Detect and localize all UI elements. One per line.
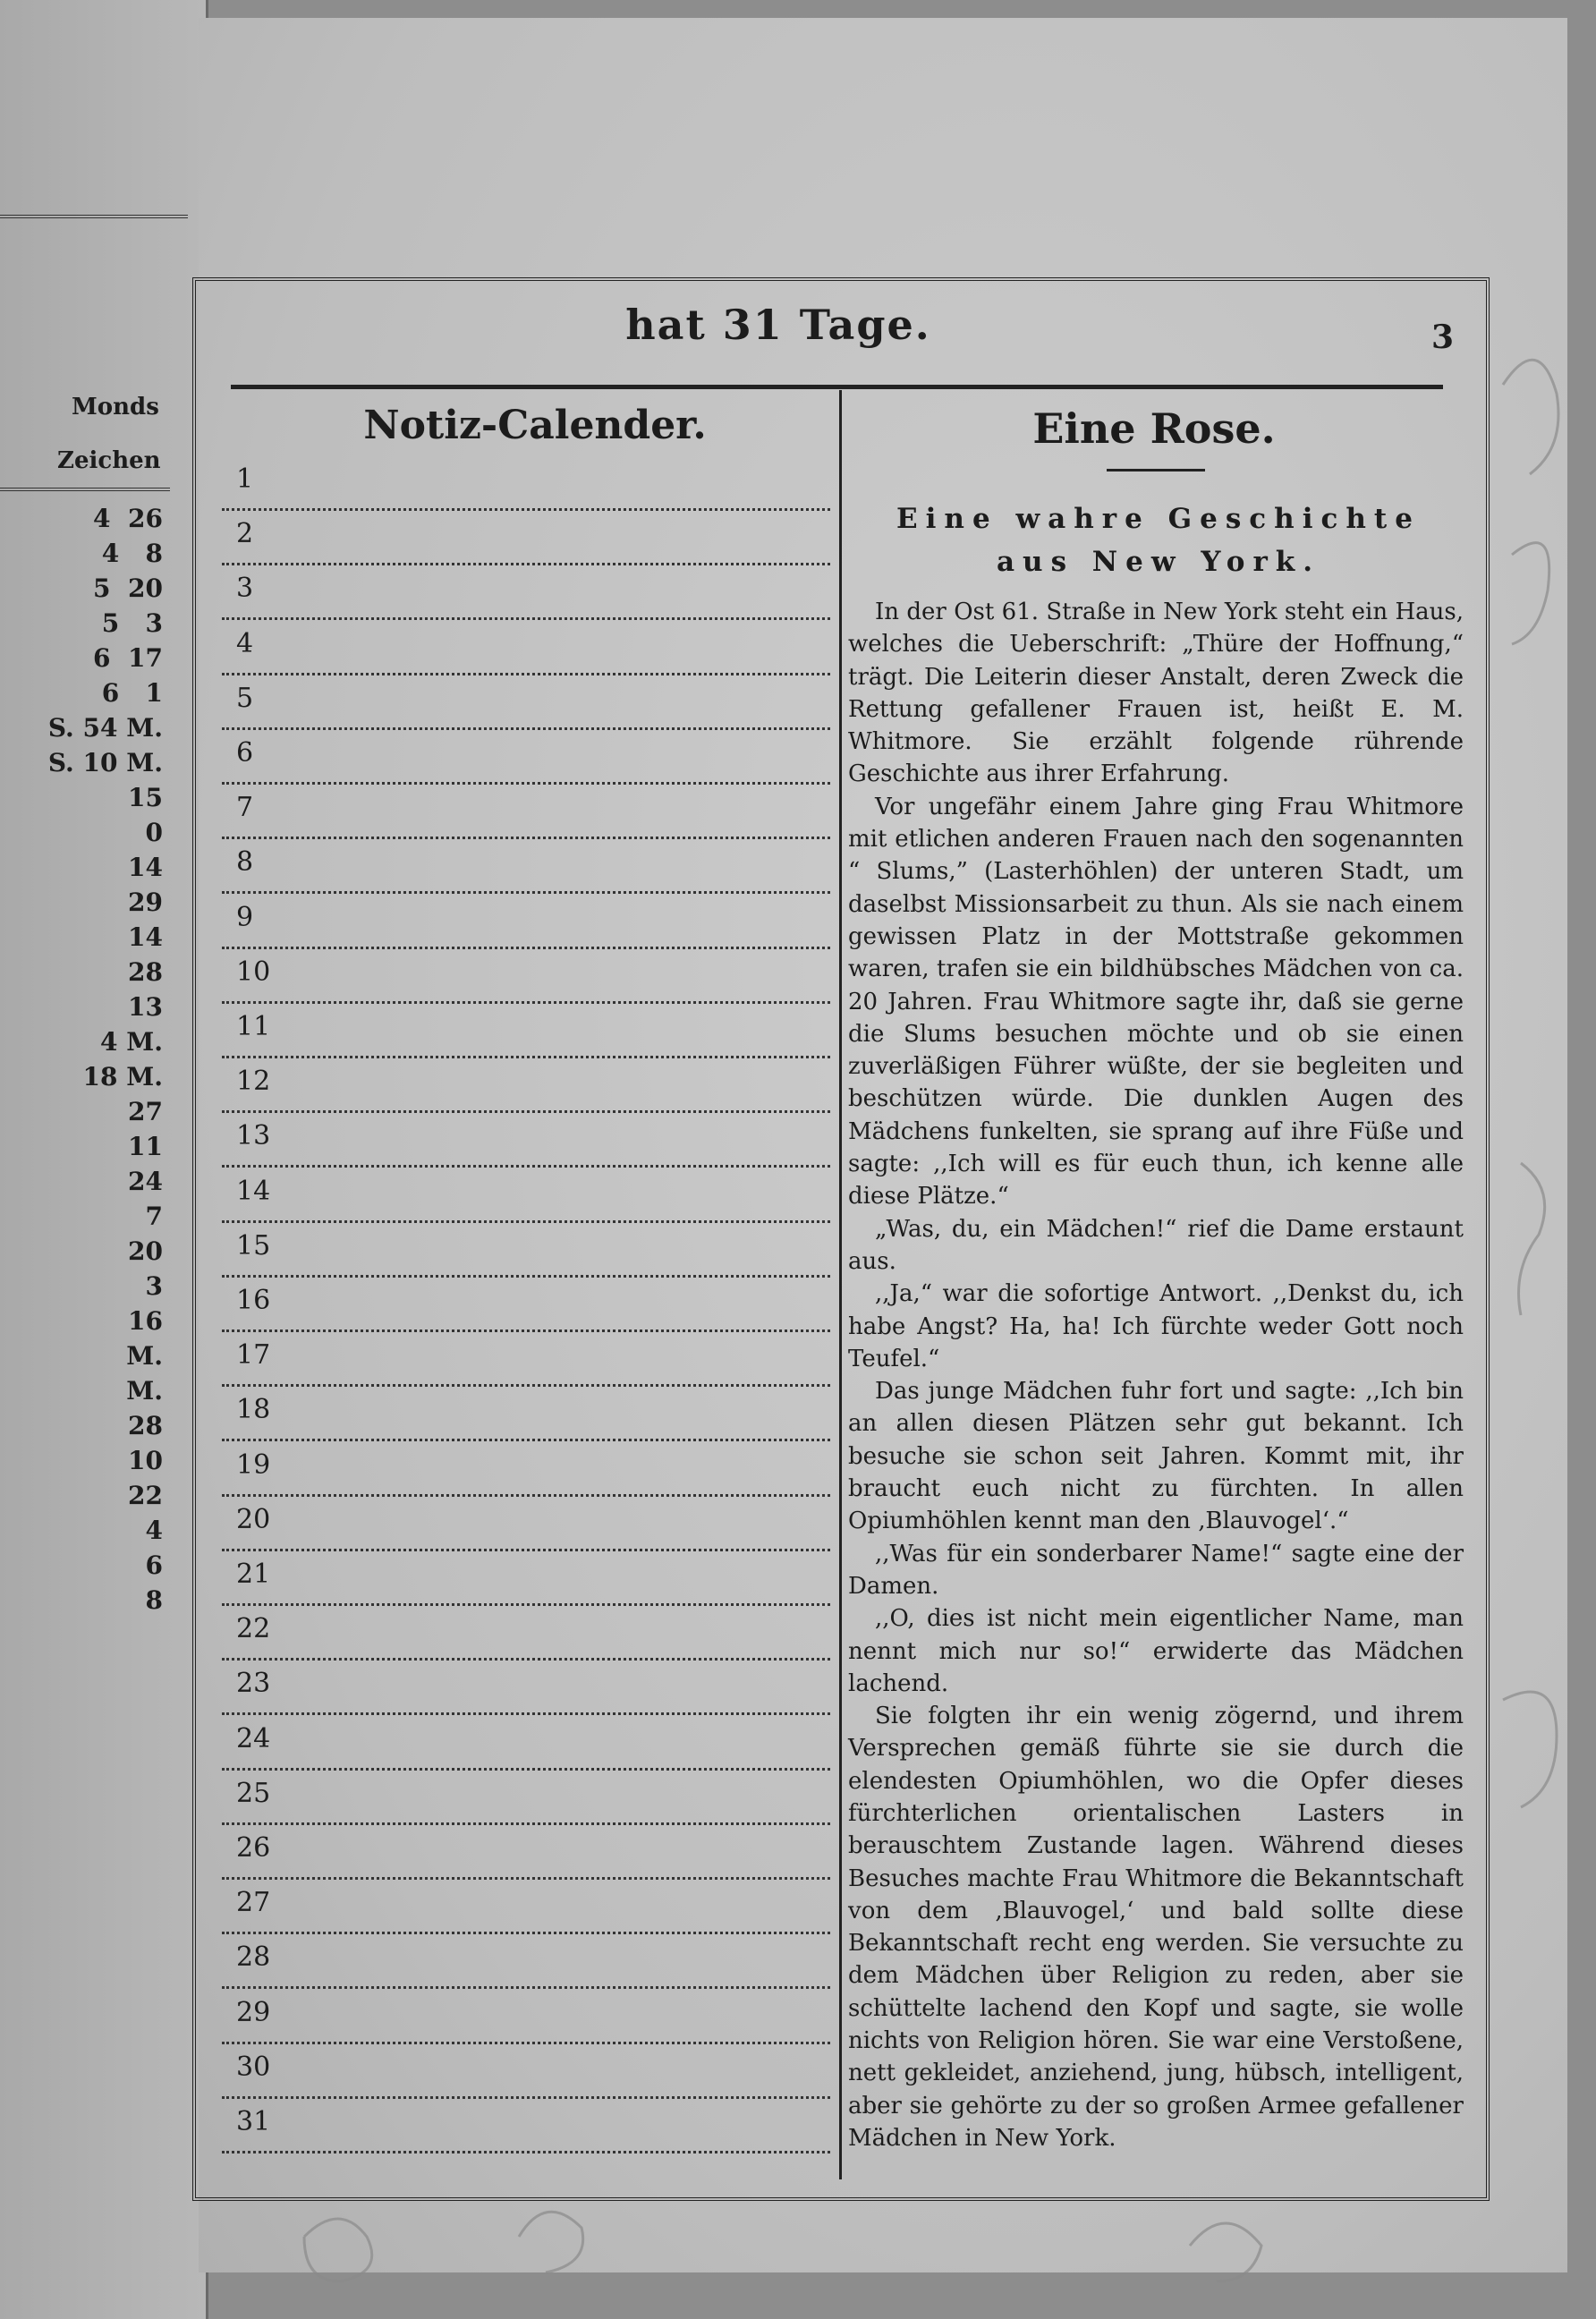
calendar-day-number: 11 (236, 1011, 271, 1042)
story-paragraph: ,,Ja,“ war die sofortige Antwort. ,,Denkst du, ich habe Angst? Ha, ha! Ich fürchte weder Gott noch Teufel.“ (848, 1280, 1464, 1372)
calendar-day-line (222, 1551, 830, 1606)
prev-page-row: 29 (128, 888, 163, 917)
calendar-day-line (222, 1223, 830, 1278)
calendar-day-number: 22 (236, 1613, 271, 1645)
prev-page-row: 10 (128, 1446, 163, 1475)
prev-page-row: 27 (128, 1097, 163, 1126)
calendar-day-line (222, 1606, 830, 1661)
calendar-day-line (222, 1825, 830, 1880)
calendar-day-line (222, 1058, 830, 1113)
prev-page-row: 5 20 (93, 573, 163, 603)
calendar-day-number: 24 (236, 1722, 271, 1754)
calendar-day-number: 14 (236, 1175, 271, 1207)
prev-col-header-monds: Monds (72, 394, 159, 420)
story-paragraph: „Was, du, ein Mädchen!“ rief die Dame erstaunt aus. (848, 1215, 1464, 1275)
prev-page-row: 3 (145, 1271, 163, 1301)
calendar-day-line (222, 565, 830, 620)
calendar-day-number: 17 (236, 1339, 271, 1372)
calendar-day-number: 9 (236, 901, 254, 933)
calendar-day-number: 4 (236, 627, 254, 659)
calendar-day-number: 8 (236, 846, 254, 879)
calendar-day-number: 28 (236, 1941, 271, 1974)
prev-page-row: M. (126, 1341, 163, 1371)
prev-page-row: 4 26 (93, 504, 163, 533)
calendar-day-line (222, 1113, 830, 1168)
calendar-day-number: 25 (236, 1777, 271, 1809)
calendar-day-number: 29 (236, 1996, 271, 2028)
calendar-day-number: 15 (236, 1229, 271, 1261)
calendar-day-line (222, 1990, 830, 2044)
calendar-day-line (222, 456, 830, 511)
prev-page-row: S. 54 M. (47, 713, 163, 743)
calendar-day-line (222, 1168, 830, 1223)
calendar-day-number: 16 (236, 1285, 271, 1316)
calendar-day-line (222, 1387, 830, 1441)
calendar-day-number: 23 (236, 1668, 271, 1700)
calendar-day-number: 7 (236, 792, 254, 824)
calendar-day-number: 2 (236, 518, 254, 550)
calendar-day-line (222, 1332, 830, 1387)
calendar-day-number: 21 (236, 1559, 271, 1590)
header-rule (231, 385, 1443, 389)
prev-page-row: 4 8 (101, 539, 163, 568)
prev-page-row: M. (126, 1376, 163, 1406)
calendar-day-line (222, 839, 830, 894)
prev-page-row: 0 (145, 818, 163, 847)
prev-page-row: 6 17 (93, 643, 163, 673)
prev-page-row: 28 (128, 1411, 163, 1440)
calendar-day-number: 5 (236, 682, 254, 714)
story-subtitle: Eine wahre Geschichte aus New York. (896, 503, 1421, 578)
calendar-day-line (222, 1004, 830, 1058)
page-number: 3 (1431, 319, 1455, 356)
calendar-day-number: 10 (236, 956, 271, 988)
story-paragraph: ,,Was für ein sonderbarer Name!“ sagte eine der Damen. (848, 1540, 1464, 1600)
story-paragraph: Das junge Mädchen fuhr fort und sagte: ,,Ich bin an allen diesen Plätzen sehr gut bekannt. Ich besuche sie schon seit Jahren. Kommt mit, ihr braucht euch nicht zu fürchten. In allen Opiumhöhlen kennt man den ‚Blauvogel‘.“ (848, 1378, 1464, 1535)
calendar-day-line (222, 1497, 830, 1551)
story-paragraph: In der Ost 61. Straße in New York steht ein Haus, welches die Ueberschrift: „Thüre der Hoffnung,“ trägt. Die Leiterin dieser Anstalt, deren Zweck die Rettung gefallener Frauen ist, heißt E. M. Whitmore. Sie erzählt folgende rührende Geschichte aus ihrer Erfahrung. (848, 599, 1464, 788)
prev-page-row: 4 (145, 1516, 163, 1545)
prev-page-row: 13 (128, 992, 163, 1022)
calendar-day-number: 30 (236, 2051, 271, 2083)
story-paragraph: Vor ungefähr einem Jahre ging Frau Whitmore mit etlichen anderen Frauen nach den sogenannten “ Slums,” (Lasterhöhlen) der unteren Stadt, um daselbst Missionsarbeit zu thun. Als sie nach einem gewissen Platz in der Mottstraße gekommen waren, trafen sie ein bildhübsches Mädchen von ca. 20 Jahren. Frau Whitmore sagte ihr, daß sie gerne die Slums besuchen möchte und ob sie einen zuverläßigen Führer wüßte, der sie begleiten und beschützen würde. Die dunklen Augen des Mädchens funkelten, sie sprang auf ihre Füße und sagte: ,,Ich will es für euch thun, ich kenne alle diese Plätze.“ (848, 793, 1464, 1210)
prev-page-row: 28 (128, 957, 163, 987)
prev-page-row: 5 3 (101, 608, 163, 638)
story-title: Eine Rose. (1032, 404, 1276, 453)
prev-page-row: 7 (145, 1202, 163, 1231)
calendar-day-number: 13 (236, 1120, 271, 1152)
calendar-day-line (222, 730, 830, 785)
calendar-day-number: 19 (236, 1448, 271, 1481)
calendar-day-line (222, 511, 830, 565)
calendar-day-number: 6 (236, 737, 254, 769)
prev-col-header-zeichen: Zeichen (57, 447, 161, 474)
calendar-day-number: 20 (236, 1503, 271, 1535)
calendar-day-number: 12 (236, 1066, 271, 1098)
story-title-rule (1107, 469, 1205, 471)
calendar-day-number: 31 (236, 2106, 271, 2137)
calendar-day-number: 26 (236, 1832, 271, 1864)
prev-page-row: 15 (128, 783, 163, 812)
prev-page-row: S. 10 M. (47, 748, 163, 777)
calendar-day-line (222, 1442, 830, 1497)
prev-page-row: 22 (128, 1481, 163, 1510)
prev-page-row: 6 (145, 1550, 163, 1580)
prev-page-row: 8 (145, 1585, 163, 1615)
prev-page-row: 6 1 (101, 678, 163, 708)
calendar-day-line (222, 1278, 830, 1332)
prev-page-row: 14 (128, 922, 163, 952)
prev-page-row: 18 M. (82, 1062, 163, 1092)
story-paragraph: Sie folgten ihr ein wenig zögernd, und ihrem Versprechen gemäß führte sie sie durch die elendesten Opiumhöhlen, wo die Opfer dieses fürchterlichen orientalischen Lasters in berauschtem Zustande lagen. Während dieses Besuches machte Frau Whitmore die Bekanntschaft von dem ‚Blauvogel,‘ und bald sollte diese Bekanntschaft recht eng werden. Sie versuchte zu dem Mädchen über Religion zu reden, aber sie schüttelte lachend den Kopf und sagte, sie wolle nichts von Religion hören. Sie war eine Verstoßene, nett gekleidet, anziehend, jung, hübsch, intelligent, aber sie gehörte zu der so großen Armee gefallener Mädchen in New York. (848, 1703, 1464, 2152)
calendar-day-number: 18 (236, 1394, 271, 1426)
calendar-day-line (222, 1661, 830, 1715)
prev-page-row: 24 (128, 1167, 163, 1196)
calendar-day-line (222, 1880, 830, 1934)
calendar-day-line (222, 1771, 830, 1825)
calendar-day-line (222, 2044, 830, 2099)
story-paragraph: ,,O, dies ist nicht mein eigentlicher Name, man nennt mich nur so!“ erwiderte das Mädchen lachend. (848, 1605, 1464, 1697)
page-header-title: hat 31 Tage. (625, 301, 931, 349)
notiz-calender-title: Notiz-Calender. (363, 403, 707, 448)
calendar-day-line (222, 1716, 830, 1771)
calendar-day-line (222, 2099, 830, 2153)
prev-page-row: 16 (128, 1306, 163, 1336)
prev-page-row: 20 (128, 1236, 163, 1266)
prev-page-row: 11 (128, 1132, 163, 1161)
calendar-day-line (222, 1934, 830, 1989)
prev-page-row: 4 M. (100, 1027, 163, 1057)
calendar-day-line (222, 621, 830, 675)
calendar-day-line (222, 895, 830, 949)
calendar-day-number: 1 (236, 463, 254, 495)
calendar-day-line (222, 785, 830, 839)
calendar-day-number: 3 (236, 573, 254, 605)
calendar-day-line (222, 675, 830, 730)
calendar-day-line (222, 949, 830, 1004)
story-body (848, 596, 1464, 2154)
column-divider (839, 390, 842, 2179)
prev-page-row: 14 (128, 853, 163, 882)
calendar-day-number: 27 (236, 1887, 271, 1919)
